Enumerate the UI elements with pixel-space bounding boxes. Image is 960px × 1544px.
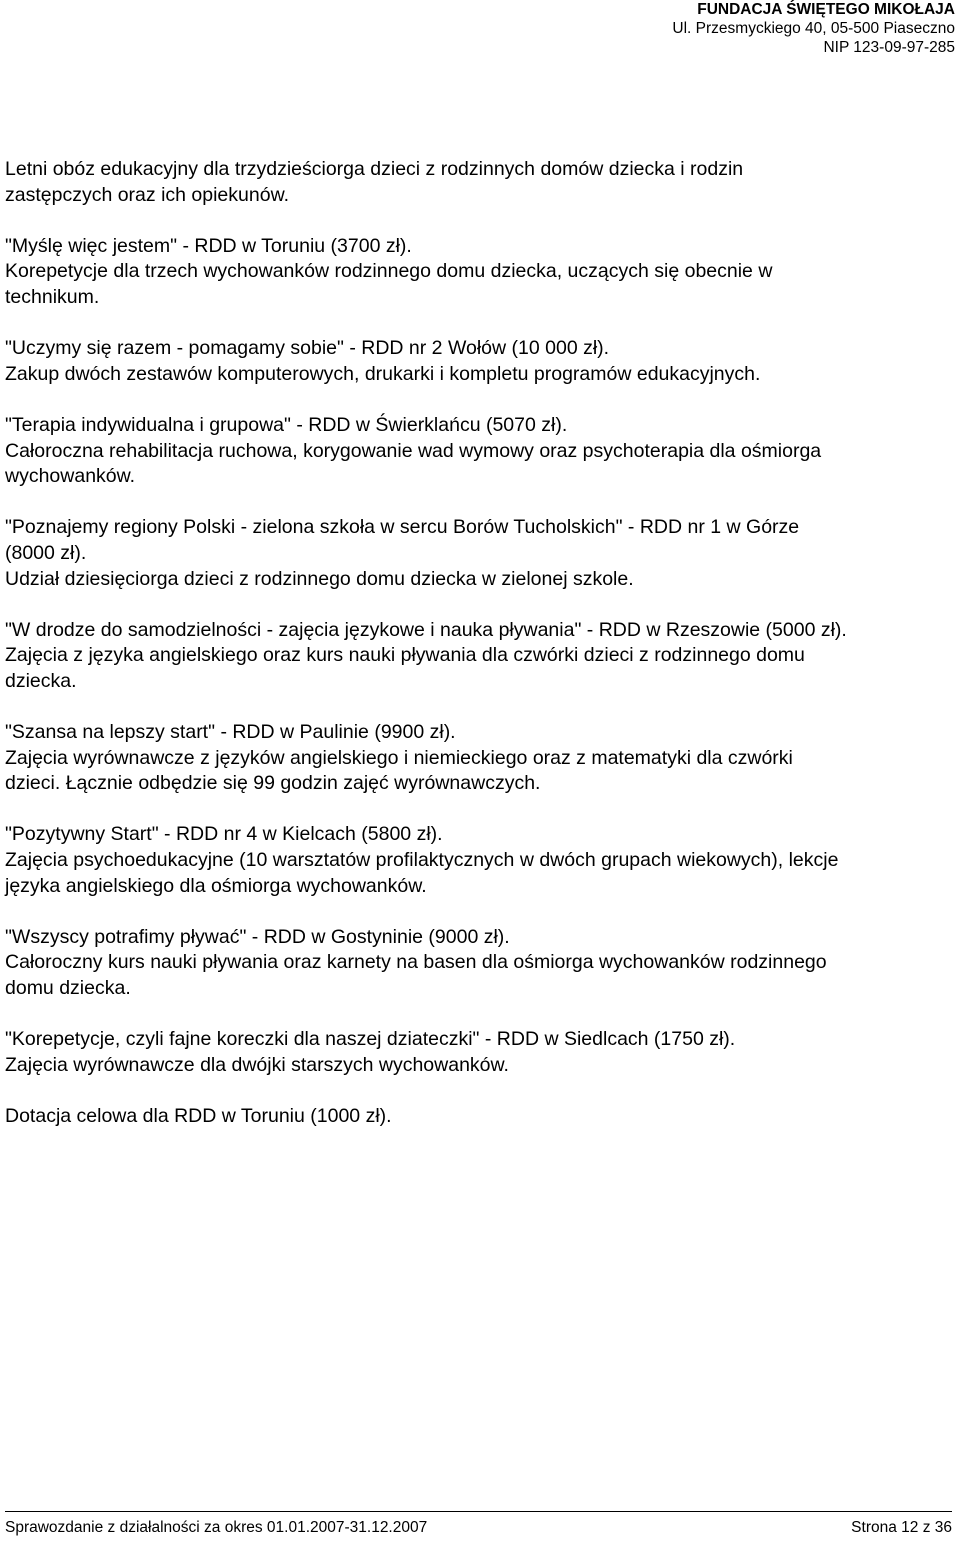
document-body (5, 157, 950, 1130)
project-description: Zajęcia wyrównawcze dla dwójki starszych wychowanków. (5, 1053, 509, 1076)
project-description: Całoroczny kurs nauki pływania oraz karnety na basen dla ośmiorga wychowanków rodzinnego (5, 951, 827, 974)
project-description: języka angielskiego dla ośmiorga wychowanków. (5, 874, 427, 897)
project-description: Zajęcia psychoedukacyjne (10 warsztatów profilaktycznych w dwóch grupach wiekowych), lekcje (5, 849, 839, 872)
project-title: "Pozytywny Start" - RDD nr 4 w Kielcach (5800 zł). (5, 823, 443, 846)
organization-nip: NIP 123-09-97-285 (823, 39, 955, 56)
project-description: dzieci. Łącznie odbędzie się 99 godzin zajęć wyrównawczych. (5, 772, 541, 795)
project-description: domu dziecka. (5, 977, 131, 999)
project-title: Dotacja celowa dla RDD w Toruniu (1000 zł). (5, 1104, 392, 1127)
project-entry (5, 413, 950, 490)
project-description: dziecka. (5, 669, 77, 692)
project-title: "Uczymy się razem - pomagamy sobie" - RDD nr 2 Wołów (10 000 zł). (5, 337, 610, 360)
project-entry (5, 1104, 950, 1130)
project-title: (8000 zł). (5, 541, 87, 564)
project-entry (5, 618, 950, 695)
project-entry (5, 515, 950, 592)
project-description: Zakup dwóch zestawów komputerowych, drukarki i kompletu programów edukacyjnych. (5, 362, 761, 385)
project-description: Całoroczna rehabilitacja ruchowa, korygowanie wad wymowy oraz psychoterapia dla ośmiorga (5, 439, 822, 462)
project-title: "Terapia indywidualna i grupowa" - RDD w Świerklańcu (5070 zł). (5, 413, 568, 436)
report-title: Sprawozdanie z działalności za okres 01.01.2007-31.12.2007 (5, 1519, 428, 1536)
project-entry (5, 720, 950, 797)
intro-line: Letni obóz edukacyjny dla trzydzieściorga dzieci z rodzinnych domów dziecka i rodzin (5, 158, 744, 180)
project-entry (5, 822, 950, 899)
project-title: "Poznajemy regiony Polski - zielona szkoła w sercu Borów Tucholskich" - RDD nr 1 w Górze (5, 516, 800, 539)
project-entry (5, 1027, 950, 1078)
page-header (672, 0, 955, 57)
project-description: Udział dziesięciorga dzieci z rodzinnego domu dziecka w zielonej szkole. (5, 567, 634, 590)
intro-line: zastępczych oraz ich opiekunów. (5, 183, 289, 206)
project-description: wychowanków. (5, 465, 136, 488)
project-entry (5, 925, 950, 1002)
project-description: Korepetycje dla trzech wychowanków rodzinnego domu dziecka, uczących się obecnie w (5, 260, 773, 283)
project-description: Zajęcia wyrównawcze z języków angielskiego i niemieckiego oraz z matematyki dla czwórki (5, 746, 793, 769)
project-title: "Korepetycje, czyli fajne koreczki dla naszej dziateczki" - RDD w Siedlcach (1750 zł). (5, 1028, 736, 1051)
project-title: "W drodze do samodzielności - zajęcia językowe i nauka pływania" - RDD w Rzeszowie (5000 zł). (5, 618, 847, 641)
project-entry (5, 336, 950, 387)
page-footer (5, 1511, 952, 1544)
project-title: "Wszyscy potrafimy pływać" - RDD w Gostyninie (9000 zł). (5, 925, 510, 948)
project-title: "Szansa na lepszy start" - RDD w Paulinie (9900 zł). (5, 721, 456, 744)
organization-name: FUNDACJA ŚWIĘTEGO MIKOŁAJA (697, 1, 955, 18)
project-title: "Myślę więc jestem" - RDD w Toruniu (3700 zł). (5, 234, 412, 257)
organization-address: Ul. Przesmyckiego 40, 05-500 Piaseczno (672, 20, 955, 37)
page-number: Strona 12 z 36 (851, 1519, 952, 1536)
project-description: Zajęcia z języka angielskiego oraz kurs nauki pływania dla czwórki dzieci z rodzinnego domu (5, 644, 805, 667)
project-description: technikum. (5, 285, 100, 308)
project-entry (5, 234, 950, 311)
